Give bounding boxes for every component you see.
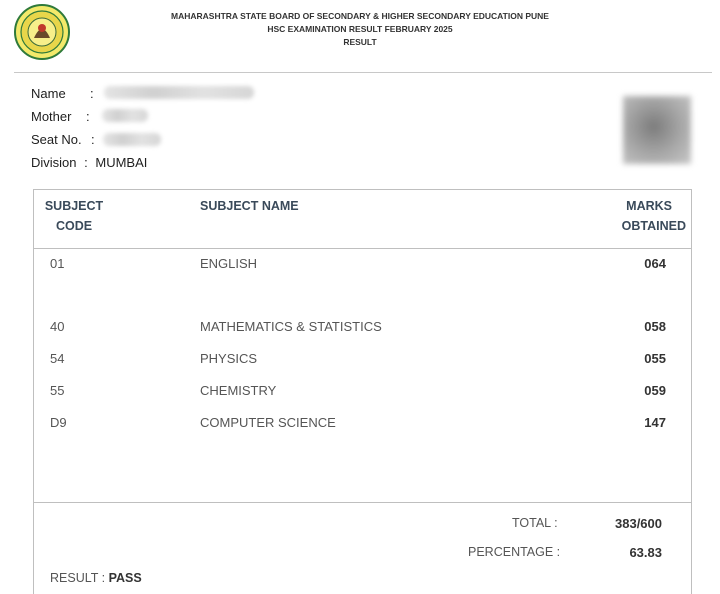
seat-value-redacted: [103, 133, 161, 146]
percentage-label: PERCENTAGE :: [468, 545, 561, 559]
col-subject-name: SUBJECT NAME: [200, 199, 299, 213]
subject-marks: 055: [644, 351, 666, 366]
division-separator: :: [84, 155, 88, 170]
table-row: [34, 383, 693, 403]
subject-code: D9: [50, 415, 67, 430]
name-value-redacted: [104, 86, 254, 99]
result-label: RESULT :: [50, 571, 106, 585]
subject-name: COMPUTER SCIENCE: [200, 415, 336, 430]
subject-code: 01: [50, 256, 65, 271]
subject-marks: 059: [644, 383, 666, 398]
name-separator: :: [90, 86, 94, 101]
exam-name: HSC EXAMINATION RESULT FEBRUARY 2025: [267, 24, 453, 34]
percentage-value: 63.83: [629, 545, 662, 560]
subject-code: 40: [50, 319, 65, 334]
table-row: [34, 351, 693, 371]
seat-row: [31, 132, 82, 147]
seat-separator: :: [91, 132, 95, 147]
marks-table: [33, 189, 692, 503]
subject-code: 55: [50, 383, 65, 398]
name-label: Name: [31, 86, 66, 101]
result-summary: [33, 503, 692, 594]
mother-label: Mother: [31, 109, 72, 124]
board-name: MAHARASHTRA STATE BOARD OF SECONDARY & HIGHER SECONDARY EDUCATION PUNE: [171, 11, 549, 21]
col-subject-code: SUBJECT CODE: [44, 199, 104, 233]
table-row: [34, 415, 693, 435]
table-header-divider: [34, 248, 691, 249]
subject-marks: 147: [644, 415, 666, 430]
result-value: PASS: [108, 571, 142, 585]
subject-name: ENGLISH: [200, 256, 258, 271]
subject-code: 54: [50, 351, 65, 366]
result-header: [0, 10, 720, 49]
subject-name: CHEMISTRY: [200, 383, 277, 398]
subject-name: PHYSICS: [200, 351, 258, 366]
subject-name: MATHEMATICS & STATISTICS: [200, 319, 382, 334]
mother-row: [31, 109, 71, 124]
division-label: Division: [31, 155, 77, 170]
division-row: [31, 155, 147, 170]
col-marks-obtained: MARKS OBTAINED: [621, 199, 686, 233]
result-status: [50, 571, 142, 585]
header-divider: [14, 72, 712, 73]
subject-marks: 064: [644, 256, 666, 271]
mother-value-redacted: [102, 109, 148, 122]
student-photo-redacted: [623, 96, 691, 164]
subject-marks: 058: [644, 319, 666, 334]
table-row: [34, 319, 693, 339]
division-value: MUMBAI: [95, 155, 148, 170]
seat-label: Seat No.: [31, 132, 82, 147]
name-row: [31, 86, 66, 101]
mother-separator: :: [86, 109, 90, 124]
total-label: TOTAL :: [512, 516, 558, 530]
result-heading: RESULT: [343, 37, 377, 47]
table-row: [34, 256, 693, 276]
total-value: 383/600: [615, 516, 662, 531]
